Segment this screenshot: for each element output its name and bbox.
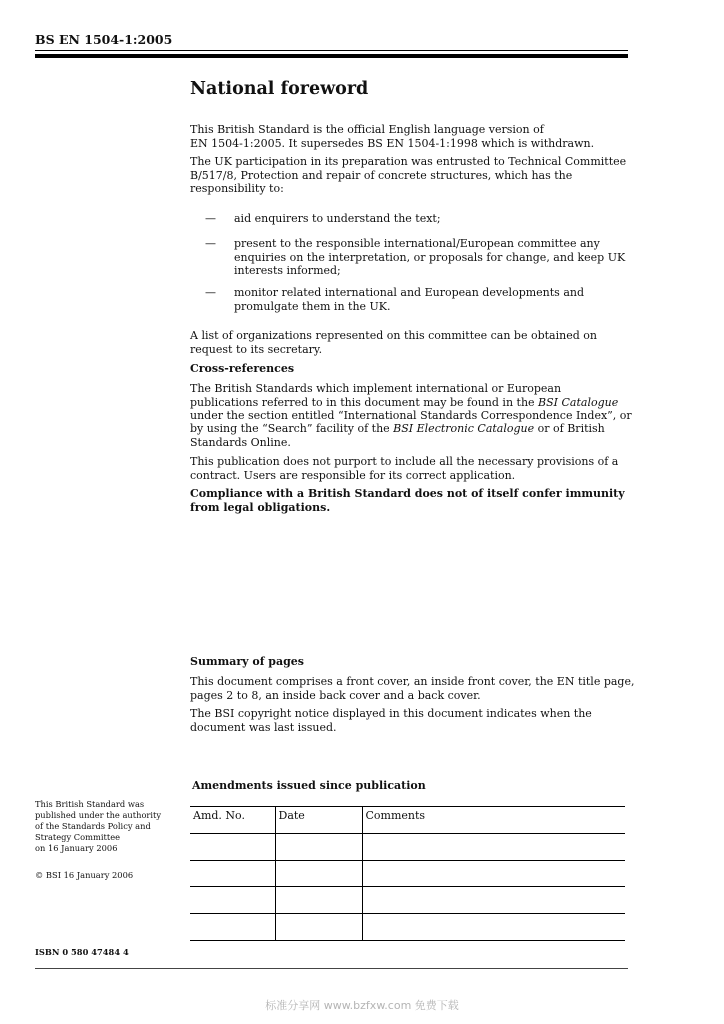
list-item-text: aid enquirers to understand the text; [234,212,441,226]
cross-references-text: or of British Standards Online. [190,422,605,449]
table-cell [275,833,362,860]
table-cell [275,860,362,887]
cross-references-text: The British Standards which implement international or European publications referred to in this document may be found in the [190,382,562,409]
summary-pages-paragraph: This document comprises a front cover, an inside front cover, the EN title page, pages 2 to 8, an inside back cover and a back cover. [190,675,635,702]
cross-references-heading: Cross-references [190,362,295,376]
bsi-catalogue-title: BSI Catalogue [538,395,619,409]
table-row [190,914,625,941]
table-header-row [190,807,625,834]
table-cell [362,914,625,941]
committee-list-paragraph: A list of organizations represented on this committee can be obtained on request to its secretary. [190,329,597,356]
column-header-comments: Comments [362,807,625,834]
isbn: ISBN 0 580 47484 4 [35,946,129,957]
watermark: 标准分享网 www.bzfxw.com 免费下载 [265,999,459,1012]
list-item [190,286,630,313]
cross-references-text: under the section entitled “International Standards Correspondence Index”, or by using the “Search” facility of the [190,408,632,436]
list-item [190,212,630,225]
dash-bullet: — [205,237,216,251]
participation-paragraph: The UK participation in its preparation was entrusted to Technical Committee B/517/8, Protection and repair of concrete structures, which has the responsibility to: [190,155,627,195]
table-cell [362,833,625,860]
list-item-text: present to the responsible international/European committee any enquiries on the interpretation, or proposals for change, and keep UK interests informed; [234,237,626,277]
publication-note: This British Standard was published under the authority of the Standards Policy and Strategy Committee on 16 January 2006 [35,798,162,853]
bsi-electronic-catalogue-title: BSI Electronic Catalogue [393,422,535,436]
footer-rule [35,968,628,969]
copyright-notice-paragraph: The BSI copyright notice displayed in this document indicates when the document was last issued. [190,707,592,734]
compliance-notice: Compliance with a British Standard does not of itself confer immunity from legal obligations. [190,487,625,514]
table-cell [190,833,275,860]
page-title: National foreword [190,79,369,99]
list-item [190,237,630,277]
table-cell [362,887,625,914]
copyright-line: © BSI 16 January 2006 [35,869,134,880]
table-row [190,833,625,860]
table-cell [190,914,275,941]
summary-heading: Summary of pages [190,655,304,669]
table-cell [275,914,362,941]
table-cell [362,860,625,887]
dash-bullet: — [205,286,216,300]
document-id: BS EN 1504-1:2005 [35,32,173,47]
column-header-date: Date [275,807,362,834]
list-item-text: monitor related international and European developments and promulgate them in the UK. [234,286,585,313]
table-cell [190,860,275,887]
dash-bullet: — [205,212,216,226]
header-thin-rule [35,50,628,51]
header-thick-rule [35,54,628,58]
amendments-heading: Amendments issued since publication [192,779,426,793]
table-row [190,860,625,887]
intro-paragraph: This British Standard is the official English language version of EN 1504-1:2005. It supersedes BS EN 1504-1:1998 which is withdrawn. [190,123,595,150]
table-cell [190,887,275,914]
disclaimer-paragraph: This publication does not purport to include all the necessary provisions of a contract. Users are responsible for its correct application. [190,455,619,482]
amendments-table [190,806,625,941]
column-header-amd-no: Amd. No. [190,807,275,834]
table-row [190,887,625,914]
cross-references-paragraph [190,382,632,448]
table-cell [275,887,362,914]
